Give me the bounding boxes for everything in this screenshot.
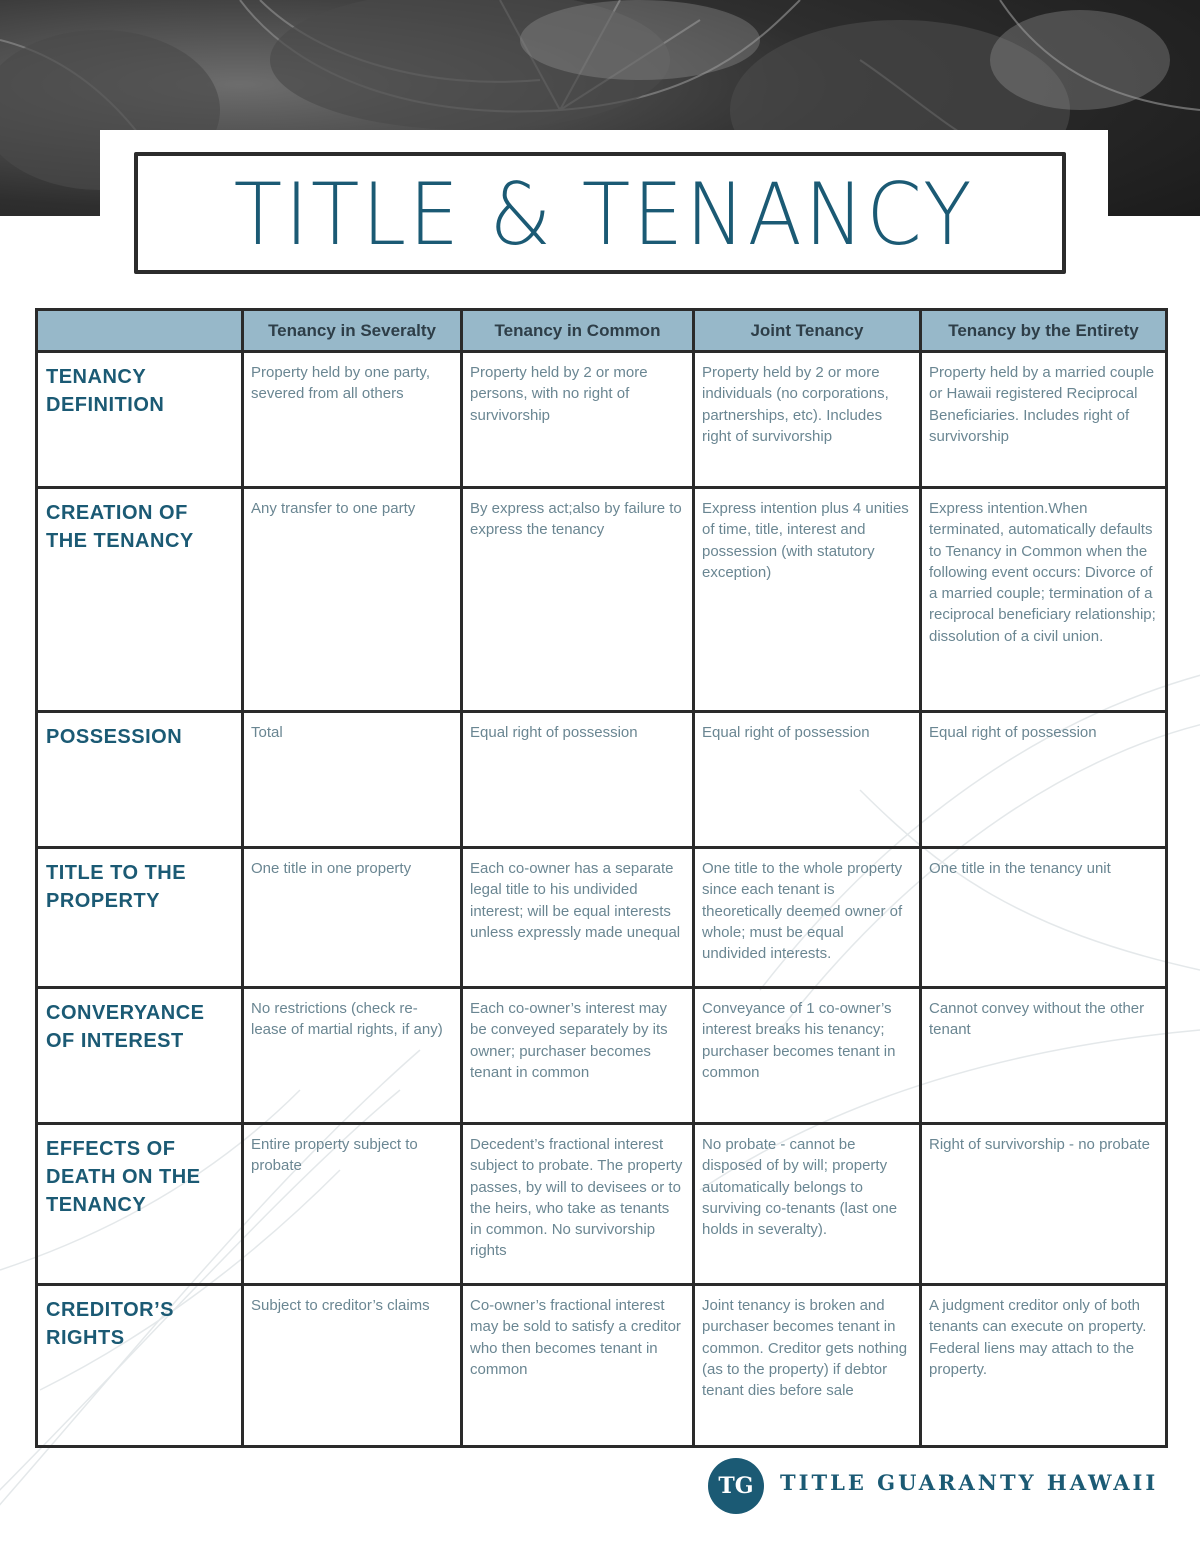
table-cell: One title in one property (243, 848, 462, 988)
row-label: CONVERYANCE OF INTEREST (37, 988, 243, 1124)
table-header-row (37, 310, 1167, 352)
table-cell: Equal right of possession (921, 712, 1167, 848)
column-header-entirety: Tenancy by the Entirety (921, 310, 1167, 352)
banner-mask-right (1108, 216, 1200, 286)
table-cell: A judgment creditor only of both tenants can execute on property. Federal liens may attach to the property. (921, 1285, 1167, 1447)
table-row (37, 848, 1167, 988)
table-cell: Express intention.When terminated, automatically defaults to Tenancy in Common when the following event occurs: Divorce of a married couple; termination of a reciprocal beneficiary relationship; dissolution of a civil union. (921, 488, 1167, 712)
tenancy-comparison-table (35, 308, 1168, 1448)
company-name: TITLE GUARANTY HAWAII (780, 1470, 1159, 1495)
table-cell: Property held by one party, severed from all others (243, 352, 462, 488)
row-label: CREATION OF THE TENANCY (37, 488, 243, 712)
table-cell: One title in the tenancy unit (921, 848, 1167, 988)
row-label: TENANCY DEFINITION (37, 352, 243, 488)
row-label: EFFECTS OF DEATH ON THE TENANCY (37, 1124, 243, 1285)
table-cell: One title to the whole property since each tenant is theoretically deemed owner of whole; must be equal undivided interests. (694, 848, 921, 988)
table-cell: Co-owner’s fractional interest may be sold to satisfy a creditor who then becomes tenant in common (462, 1285, 694, 1447)
page-title: TITLE & TENANCY (233, 165, 975, 265)
column-header-severalty: Tenancy in Severalty (243, 310, 462, 352)
banner-mask-left (0, 216, 100, 286)
table-row (37, 1124, 1167, 1285)
table-cell: No restrictions (check re-lease of martial rights, if any) (243, 988, 462, 1124)
table-cell: Right of survivorship - no probate (921, 1124, 1167, 1285)
table-cell: By express act;also by failure to express the tenancy (462, 488, 694, 712)
table-cell: Entire property subject to probate (243, 1124, 462, 1285)
table-cell: Conveyance of 1 co-owner’s interest breaks his tenancy; purchaser becomes tenant in common (694, 988, 921, 1124)
table-cell: Equal right of possession (694, 712, 921, 848)
table-cell: No probate - cannot be disposed of by will; property automatically belongs to surviving co-tenants (last one holds in severalty). (694, 1124, 921, 1285)
table-cell: Property held by a married couple or Hawaii registered Reciprocal Beneficiaries. Includes right of survivorship (921, 352, 1167, 488)
table-row (37, 712, 1167, 848)
column-header-common: Tenancy in Common (462, 310, 694, 352)
table-cell: Express intention plus 4 unities of time, title, interest and possession (with statutory exception) (694, 488, 921, 712)
table-cell: Any transfer to one party (243, 488, 462, 712)
column-header-joint: Joint Tenancy (694, 310, 921, 352)
table-row (37, 988, 1167, 1124)
table-row (37, 1285, 1167, 1447)
table-cell: Property held by 2 or more persons, with no right of survivorship (462, 352, 694, 488)
table-cell: Subject to creditor’s claims (243, 1285, 462, 1447)
row-label: POSSESSION (37, 712, 243, 848)
row-label: TITLE TO THE PROPERTY (37, 848, 243, 988)
table-cell: Cannot convey without the other tenant (921, 988, 1167, 1124)
column-header-blank (37, 310, 243, 352)
table-cell: Decedent’s fractional interest subject to probate. The property passes, by will to devisees or to the heirs, who take as tenants in common. No survivorship rights (462, 1124, 694, 1285)
company-logo: TG (708, 1458, 764, 1514)
table-cell: Joint tenancy is broken and purchaser becomes tenant in common. Creditor gets nothing (as to the property) if debtor tenant dies before sale (694, 1285, 921, 1447)
table-cell: Equal right of possession (462, 712, 694, 848)
table-cell: Property held by 2 or more individuals (no corporations, partnerships, etc). Includes right of survivorship (694, 352, 921, 488)
table-row (37, 488, 1167, 712)
table-cell: Each co-owner has a separate legal title to his undivided interest; will be equal interests unless expressly made unequal (462, 848, 694, 988)
table-cell: Each co-owner’s interest may be conveyed separately by its owner; purchaser becomes tenant in common (462, 988, 694, 1124)
row-label: CREDITOR’S RIGHTS (37, 1285, 243, 1447)
table-row (37, 352, 1167, 488)
table-cell: Total (243, 712, 462, 848)
